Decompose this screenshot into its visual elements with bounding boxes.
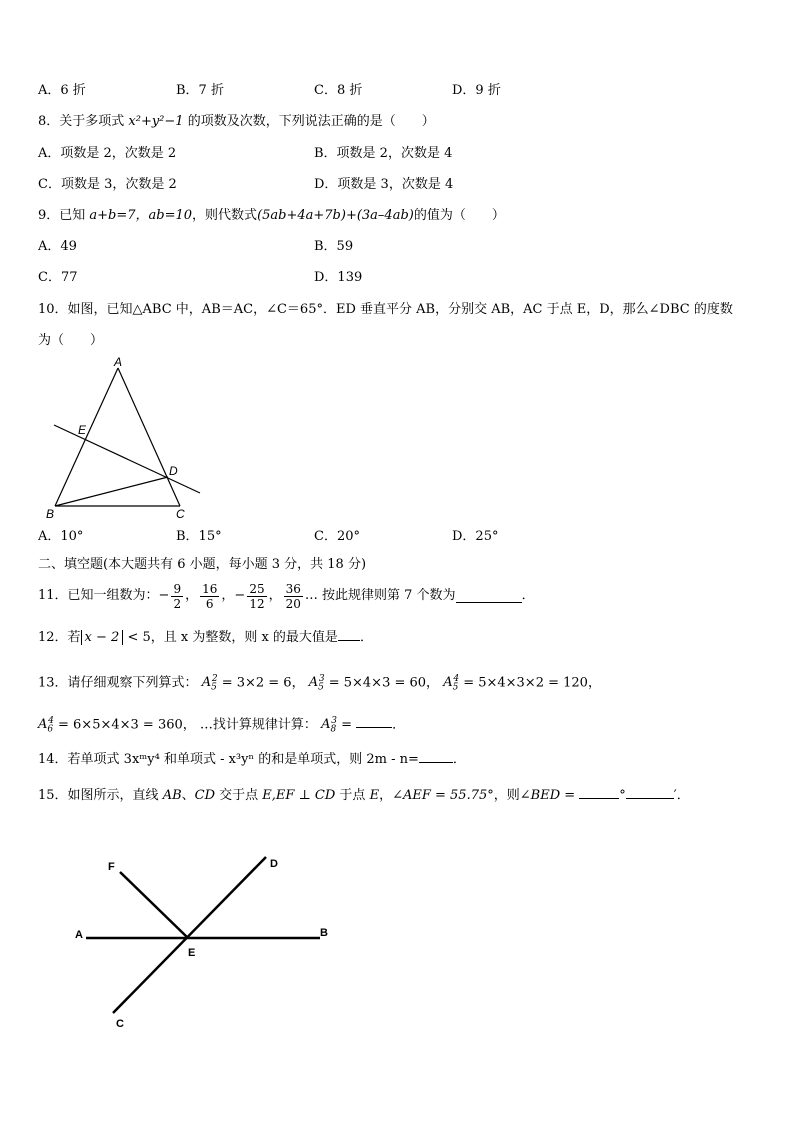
- q15-e: E: [369, 788, 380, 803]
- q8-option-c: C．项数是 3，次数是 2: [38, 177, 177, 192]
- q11-suffix: … 按此规律则第 7 个数为: [304, 588, 456, 603]
- q13-eq4: = 6×5×4×3 = 360，: [58, 717, 196, 733]
- q12-prefix: 12．若: [38, 630, 81, 645]
- q14-stem: [38, 750, 466, 769]
- frac3-num: 25: [249, 581, 265, 596]
- q12-answer-blank[interactable]: [338, 628, 360, 641]
- q13-mid: …找计算规律计算：: [199, 717, 317, 733]
- q12-stem: [38, 628, 373, 647]
- q11-fraction-4: [284, 582, 303, 611]
- q14-answer-blank[interactable]: [419, 750, 453, 763]
- q13-stem-line1: [38, 670, 601, 697]
- line-ab: [55, 368, 118, 506]
- label-b: B: [46, 507, 55, 521]
- q15-end: ．: [676, 788, 690, 803]
- line-bd: [55, 477, 168, 506]
- q13-a52: $A_5^2$: [201, 674, 218, 693]
- frac1-num: 9: [173, 581, 182, 596]
- q9-stem-c: 的值为（ ）: [413, 208, 505, 223]
- q9-option-a: A．49: [38, 239, 77, 254]
- q13-answer-blank[interactable]: [356, 715, 392, 728]
- q15-text3: ，: [379, 788, 393, 803]
- q15-text4: ，则: [493, 788, 520, 803]
- q9-expr: (5ab+4a+7b)+(3a–4ab): [257, 208, 414, 223]
- q15-lines-figure: [70, 850, 350, 1035]
- label-a: A: [75, 929, 83, 941]
- label-a: A: [114, 355, 123, 369]
- label-b: B: [320, 927, 328, 939]
- frac2-den: 6: [205, 596, 214, 611]
- q13-a54: $A_5^4$: [443, 674, 460, 693]
- q13-eq5: =: [341, 717, 352, 733]
- q9-stem-a: 9．已知: [38, 208, 90, 223]
- q15-prefix: 15．如图所示，直线: [38, 788, 163, 803]
- q10-stem-line2: 为（ ）: [38, 333, 104, 348]
- frac4-den: 20: [285, 596, 301, 611]
- q15-minute-mark: ′: [673, 788, 677, 803]
- q11-end: ．: [521, 588, 535, 603]
- q8-stem-a: 8．关于多项式: [38, 114, 129, 129]
- q15-sep: 、: [181, 788, 195, 803]
- q11-fraction-1: [171, 582, 183, 611]
- line-cd: [113, 857, 266, 1013]
- q8-option-a: A．项数是 2，次数是 2: [38, 146, 177, 161]
- q11-fraction-2: [200, 582, 219, 611]
- q15-text1: 交于点: [215, 788, 263, 803]
- q13-eq3: = 5×4×3×2 = 120，: [463, 675, 601, 691]
- q14-end: ．: [452, 752, 466, 767]
- label-d: D: [169, 464, 178, 478]
- q8-stem-b: 的项数及次数，下列说法正确的是（ ）: [183, 114, 435, 129]
- line-ef: [120, 872, 188, 938]
- q7-option-a: A．6 折: [38, 83, 86, 98]
- q13-eq1: = 3×2 = 6，: [221, 675, 305, 691]
- q13-a64: $A_6^4$: [38, 716, 54, 735]
- q10-triangle-figure: [30, 355, 220, 525]
- q15-minute-blank[interactable]: [626, 786, 674, 799]
- label-c: C: [176, 507, 185, 521]
- q15-ask: ∠BED =: [519, 788, 576, 803]
- q10-option-a: A．10°: [38, 529, 84, 544]
- q9-condition: a+b=7，ab=10: [89, 208, 193, 223]
- q10-option-b: B．15°: [176, 529, 222, 544]
- label-e: E: [188, 947, 196, 959]
- q13-a83: $A_8^3$: [321, 716, 337, 735]
- q11-frac1-sign: −: [158, 588, 170, 603]
- q13-end: ．: [392, 717, 406, 733]
- q15-angle: ∠AEF = 55.75°: [392, 788, 494, 803]
- q11-answer-blank[interactable]: [456, 590, 522, 603]
- q11-stem: 11．已知一组数为： − $\frac{9}{2}$ ， $\frac{16}{6}$ ， − $\frac{25}{12}$ ， $\frac{36}{20}$ … 按此规律则第 7 个数为 ．: [38, 578, 535, 614]
- q8-stem: [38, 113, 435, 131]
- label-e: E: [78, 423, 87, 437]
- q11-frac3-sign: −: [234, 588, 246, 603]
- frac3-den: 12: [249, 596, 265, 611]
- q8-expr: x²+y²−1: [128, 114, 184, 129]
- q10-option-d: D．25°: [452, 529, 499, 544]
- q13-a53: $A_5^3$: [308, 674, 325, 693]
- label-f: F: [108, 861, 115, 873]
- q15-ab: AB: [162, 788, 182, 803]
- q10-option-c: C．20°: [314, 529, 360, 544]
- q15-stem: [38, 786, 690, 805]
- frac1-den: 2: [173, 596, 182, 611]
- q15-degree-mark: °: [619, 788, 626, 803]
- q9-option-d: D．139: [314, 270, 363, 285]
- label-d: D: [270, 858, 278, 870]
- q15-text2: 于点: [335, 788, 370, 803]
- q12-end: ．: [359, 630, 373, 645]
- q9-stem-b: ，则代数式: [192, 208, 258, 223]
- frac2-num: 16: [202, 581, 218, 596]
- q7-option-c: C．8 折: [314, 83, 363, 98]
- q15-cd: CD: [194, 788, 216, 803]
- q13-stem-line2: [38, 712, 405, 739]
- q15-perp: E,EF ⊥ CD: [262, 788, 336, 803]
- q9-option-c: C．77: [38, 270, 78, 285]
- q8-option-b: B．项数是 2，次数是 4: [314, 146, 453, 161]
- q12-condition: < 5，且 x 为整数，则 x 的最大值是: [123, 630, 338, 645]
- q7-option-b: B．7 折: [176, 83, 224, 98]
- q9-option-b: B．59: [314, 239, 354, 254]
- section2-heading: 二、填空题(本大题共有 6 小题，每小题 3 分，共 18 分): [38, 557, 367, 572]
- q8-option-d: D．项数是 3，次数是 4: [314, 177, 454, 192]
- q11-fraction-3: [247, 582, 266, 611]
- q9-stem: [38, 207, 505, 225]
- q11-prefix: 11．已知一组数为：: [38, 588, 159, 603]
- line-ac: [118, 368, 180, 506]
- q10-stem-line1: 10．如图，已知△ABC 中，AB＝AC，∠C＝65°．ED 垂直平分 AB，分别交 AB，AC 于点 E，D，那么∠DBC 的度数: [38, 302, 733, 317]
- q15-degree-blank[interactable]: [579, 786, 619, 799]
- q13-eq2: = 5×4×3 = 60，: [328, 675, 440, 691]
- frac4-num: 36: [285, 581, 301, 596]
- q14-text: 14．若单项式 3xᵐy⁴ 和单项式 - x³yⁿ 的和是单项式，则 2m - n=: [38, 752, 419, 767]
- q13-prefix: 13．请仔细观察下列算式：: [38, 675, 198, 691]
- label-c: C: [116, 1018, 124, 1030]
- q12-abs-value: x − 2: [81, 630, 124, 645]
- q7-option-d: D．9 折: [452, 83, 501, 98]
